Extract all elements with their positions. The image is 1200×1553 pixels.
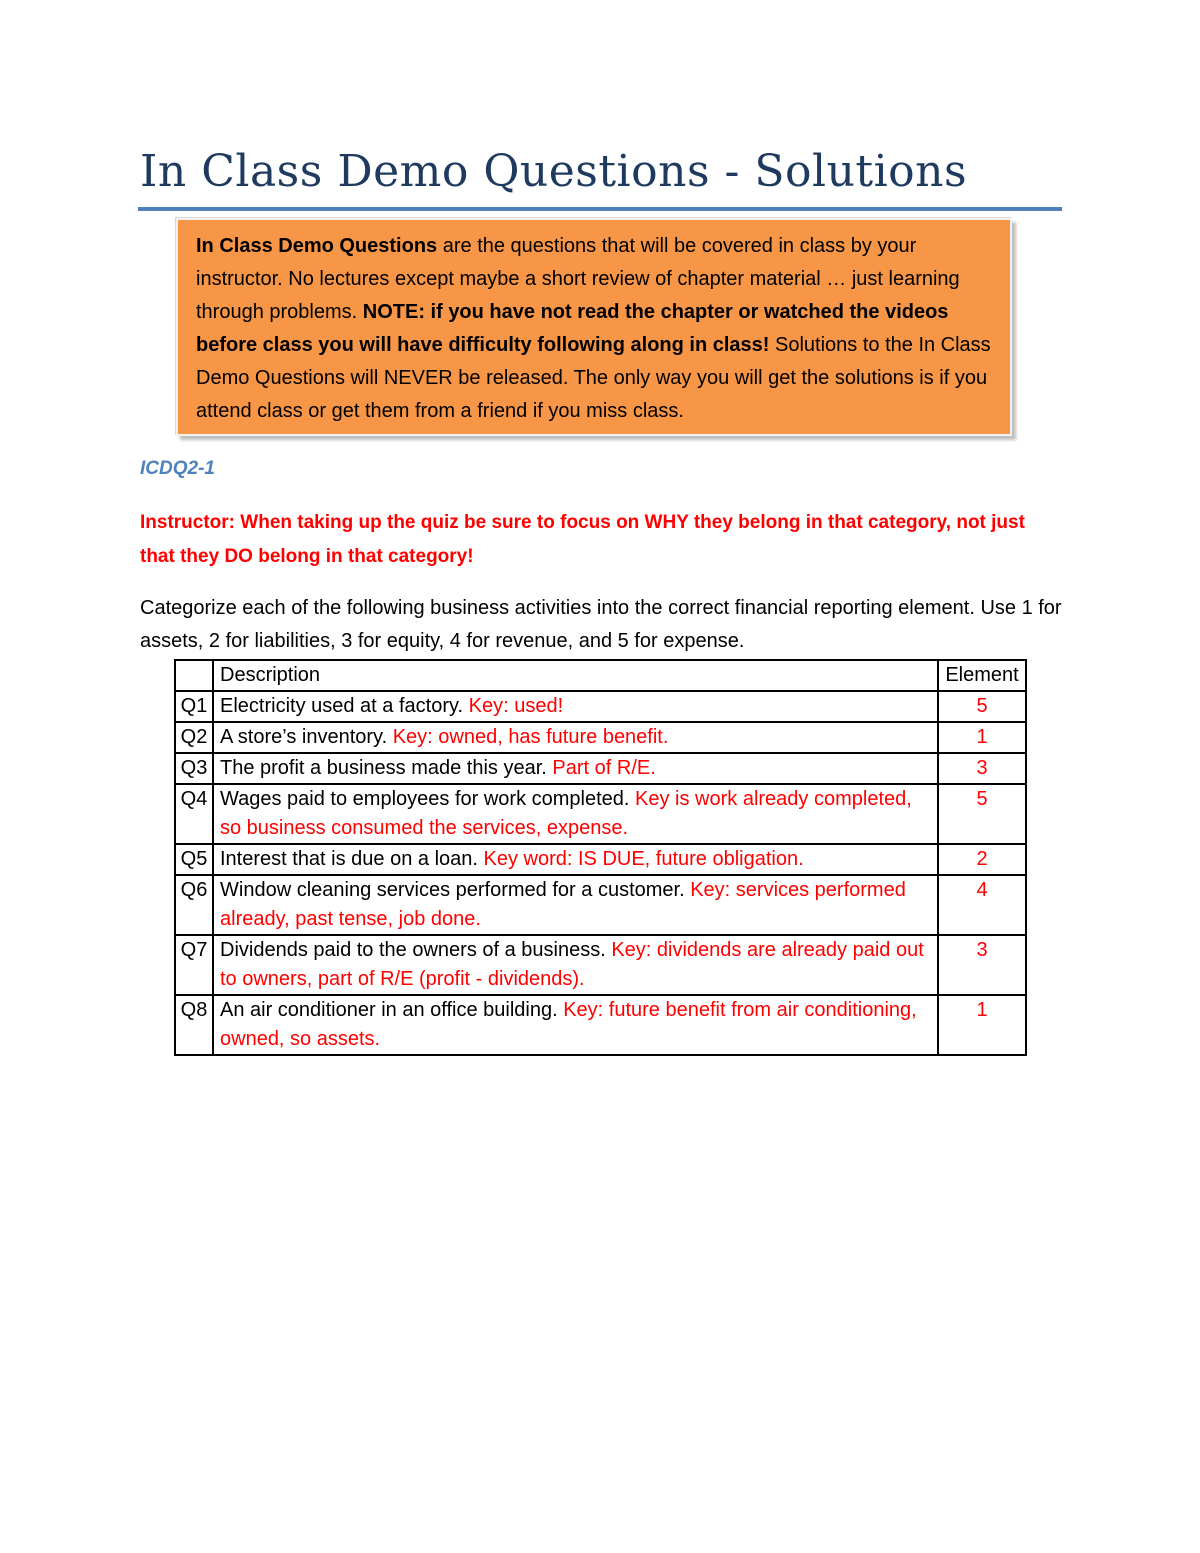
answers-table xyxy=(174,659,1027,1056)
table-row xyxy=(175,691,1026,722)
row-description xyxy=(213,722,938,753)
description-text: Electricity used at a factory. xyxy=(220,695,469,717)
table-row xyxy=(175,935,1026,995)
row-element: 2 xyxy=(938,844,1026,875)
row-number: Q6 xyxy=(175,875,213,935)
description-text: Dividends paid to the owners of a business. xyxy=(220,939,612,961)
row-number: Q8 xyxy=(175,995,213,1055)
table-row xyxy=(175,875,1026,935)
description-text: Interest that is due on a loan. xyxy=(220,848,484,870)
row-number: Q3 xyxy=(175,753,213,784)
title-divider xyxy=(138,207,1062,211)
question-id: ICDQ2-1 xyxy=(140,458,215,479)
answer-key: Key is work already completed, so business consumed the services, expense. xyxy=(220,788,912,839)
table-row xyxy=(175,722,1026,753)
table-row xyxy=(175,995,1026,1055)
answer-key: Key: services performed already, past tense, job done. xyxy=(220,879,906,930)
notice-bold-lead: In Class Demo Questions xyxy=(196,235,438,257)
header-element: Element xyxy=(938,660,1026,691)
row-description xyxy=(213,691,938,722)
instructions-text: Categorize each of the following business activities into the correct financial reporting element. Use 1 for assets, 2 for liabilities, 3 for equity, 4 for revenue, and 5 for expense. xyxy=(140,597,1062,652)
row-number: Q1 xyxy=(175,691,213,722)
row-description xyxy=(213,995,938,1055)
instructor-note: Instructor: When taking up the quiz be sure to focus on WHY they belong in that category, not just that they DO belong in that category! xyxy=(140,512,1025,567)
row-element: 3 xyxy=(938,753,1026,784)
row-element: 3 xyxy=(938,935,1026,995)
description-text: A store’s inventory. xyxy=(220,726,393,748)
notice-text-2: Solutions to the In Class Demo Questions will NEVER be released. The only way you will get the solutions is if you attend class or get them from a friend if you miss class. xyxy=(196,334,991,422)
row-element: 4 xyxy=(938,875,1026,935)
row-element: 1 xyxy=(938,722,1026,753)
answer-key: Key: owned, has future benefit. xyxy=(392,726,669,748)
description-text: An air conditioner in an office building. xyxy=(220,999,564,1021)
description-text: Wages paid to employees for work completed. xyxy=(220,788,636,810)
header-number xyxy=(175,660,213,691)
notice-text-1: are the questions that will be covered in class by your instructor. No lectures except maybe a short review of chapter material … just learning through problems. xyxy=(196,235,960,323)
description-text: Window cleaning services performed for a customer. xyxy=(220,879,691,901)
row-description xyxy=(213,844,938,875)
row-description xyxy=(213,875,938,935)
answer-key: Part of R/E. xyxy=(552,757,656,779)
answer-key: Key: used! xyxy=(468,695,564,717)
table-header-row xyxy=(175,660,1026,691)
answer-key: Key: dividends are already paid out to owners, part of R/E (profit - dividends). xyxy=(220,939,924,990)
row-description xyxy=(213,935,938,995)
row-number: Q4 xyxy=(175,784,213,844)
table-row xyxy=(175,784,1026,844)
row-description xyxy=(213,753,938,784)
row-element: 5 xyxy=(938,691,1026,722)
table-row xyxy=(175,753,1026,784)
row-element: 5 xyxy=(938,784,1026,844)
row-element: 1 xyxy=(938,995,1026,1055)
row-description xyxy=(213,784,938,844)
answer-key: Key word: IS DUE, future obligation. xyxy=(483,848,804,870)
row-number: Q2 xyxy=(175,722,213,753)
row-number: Q5 xyxy=(175,844,213,875)
notice-bold-note: NOTE: if you have not read the chapter or watched the videos before class you will have difficulty following along in class! xyxy=(196,301,949,356)
row-number: Q7 xyxy=(175,935,213,995)
page-title: In Class Demo Questions - Solutions xyxy=(140,146,968,197)
description-text: The profit a business made this year. xyxy=(220,757,553,779)
table-row xyxy=(175,844,1026,875)
answer-key: Key: future benefit from air conditioning, owned, so assets. xyxy=(220,999,917,1050)
header-description: Description xyxy=(213,660,938,691)
notice-box xyxy=(176,218,1012,436)
